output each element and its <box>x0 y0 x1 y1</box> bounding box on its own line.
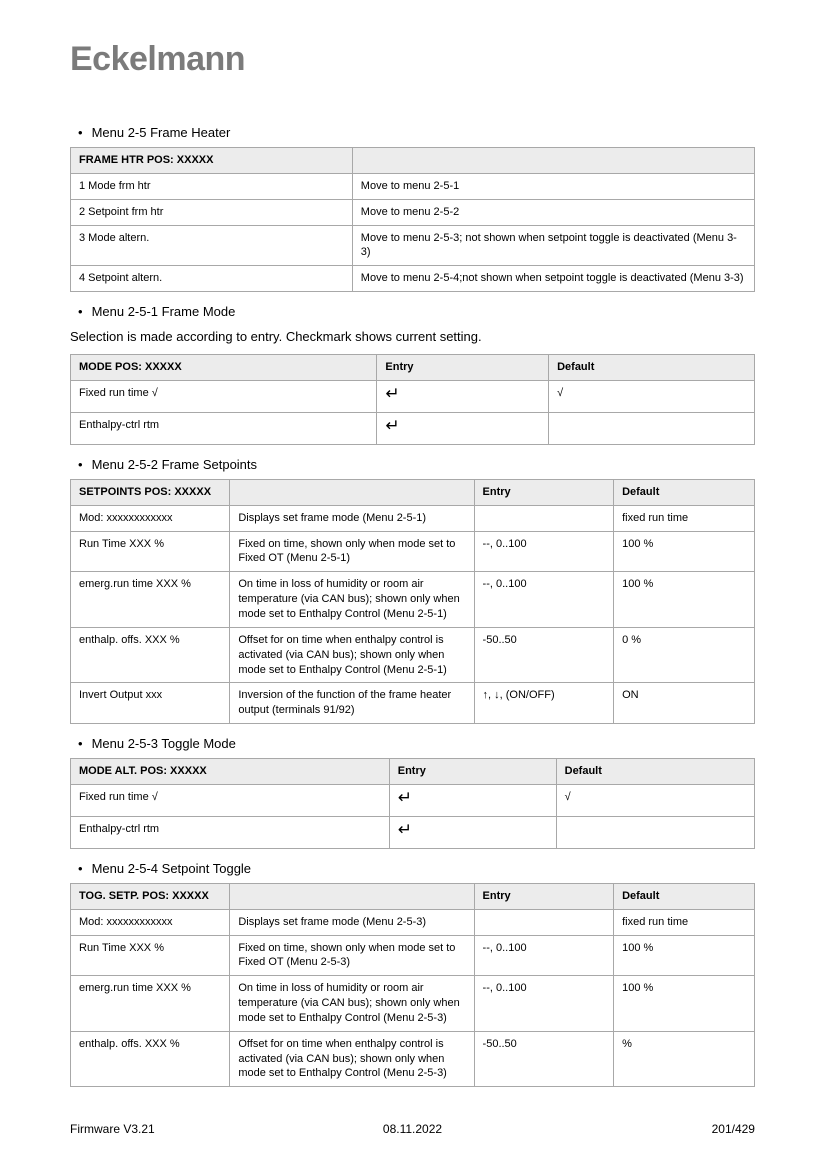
brand-logo: Eckelmann <box>70 40 246 78</box>
table-cell: √ <box>549 380 755 412</box>
table-cell: 100 % <box>614 572 755 628</box>
table-row <box>71 225 755 266</box>
column-header <box>230 479 474 505</box>
menu-2-5-4-setpoint-toggle-table <box>70 883 755 1087</box>
column-header: Entry <box>377 355 549 381</box>
table-cell: 2 Setpoint frm htr <box>71 199 353 225</box>
table-cell: Fixed run time √ <box>71 784 390 816</box>
section-menu-2-5-3 <box>70 736 755 849</box>
table-row <box>71 909 755 935</box>
table-header-row <box>71 148 755 174</box>
table-cell: enthalp. offs. XXX % <box>71 1031 230 1087</box>
table-cell: Enthalpy-ctrl rtm <box>71 412 377 444</box>
table-cell: Mod: xxxxxxxxxxxx <box>71 909 230 935</box>
table-cell: 100 % <box>614 531 755 572</box>
table-cell: Move to menu 2-5-3; not shown when setpoint toggle is deactivated (Menu 3-3) <box>352 225 754 266</box>
table-row <box>71 935 755 976</box>
table-row <box>71 1031 755 1087</box>
column-header: Entry <box>474 883 614 909</box>
table-cell: ↑, ↓, (ON/OFF) <box>474 683 614 724</box>
table-row <box>71 572 755 628</box>
table-cell: Move to menu 2-5-2 <box>352 199 754 225</box>
bullet-icon: • <box>78 456 83 472</box>
table-cell: emerg.run time XXX % <box>71 976 230 1032</box>
bullet-icon: • <box>78 304 83 320</box>
table-cell <box>474 909 614 935</box>
table-cell: ↵ <box>389 784 556 816</box>
menu-2-5-2-frame-setpoints-table <box>70 479 755 724</box>
column-header: Entry <box>474 479 614 505</box>
table-header-row <box>71 883 755 909</box>
table-row <box>71 505 755 531</box>
table-cell <box>474 505 614 531</box>
column-header: Default <box>556 759 754 785</box>
table-cell: -50..50 <box>474 627 614 683</box>
table-cell: Run Time XXX % <box>71 531 230 572</box>
table-cell: Fixed run time √ <box>71 380 377 412</box>
column-header: Default <box>549 355 755 381</box>
section-menu-2-5-1 <box>70 304 755 445</box>
section-title: Menu 2-5-1 Frame Mode <box>91 304 236 320</box>
table-cell: On time in loss of humidity or room air temperature (via CAN bus); shown only when mode set to Enthalpy Control (Menu 2-5-1) <box>230 572 474 628</box>
section-title: Menu 2-5 Frame Heater <box>91 125 231 140</box>
section-menu-2-5-2 <box>70 457 755 724</box>
section-heading <box>78 736 755 751</box>
section-menu-2-5 <box>70 125 755 292</box>
footer-date: 08.11.2022 <box>382 1122 443 1136</box>
table-row <box>71 266 755 292</box>
section-title: Menu 2-5-3 Toggle Mode <box>91 736 236 752</box>
table-cell: --, 0..100 <box>474 531 614 572</box>
table-cell: fixed run time <box>614 505 755 531</box>
column-header: SETPOINTS POS: XXXXX <box>71 479 230 505</box>
table-cell: Move to menu 2-5-4;not shown when setpoint toggle is deactivated (Menu 3-3) <box>352 266 754 292</box>
table-cell: √ <box>556 784 754 816</box>
column-header: Default <box>614 883 755 909</box>
bullet-icon: • <box>78 860 83 876</box>
table-cell: Fixed on time, shown only when mode set to Fixed OT (Menu 2-5-3) <box>230 935 474 976</box>
section-heading <box>78 304 755 319</box>
table-cell: Fixed on time, shown only when mode set to Fixed OT (Menu 2-5-1) <box>230 531 474 572</box>
table-cell: -50..50 <box>474 1031 614 1087</box>
table-cell: 4 Setpoint altern. <box>71 266 353 292</box>
table-cell: Move to menu 2-5-1 <box>352 173 754 199</box>
table-header-row <box>71 759 755 785</box>
table-cell: enthalp. offs. XXX % <box>71 627 230 683</box>
column-header: FRAME HTR POS: XXXXX <box>71 148 353 174</box>
table-cell: 100 % <box>614 935 755 976</box>
table-cell: Displays set frame mode (Menu 2-5-1) <box>230 505 474 531</box>
table-row <box>71 412 755 444</box>
column-header: Entry <box>389 759 556 785</box>
table-row <box>71 784 755 816</box>
table-cell: Inversion of the function of the frame heater output (terminals 91/92) <box>230 683 474 724</box>
table-cell: ↵ <box>389 816 556 848</box>
table-row <box>71 173 755 199</box>
table-cell: ↵ <box>377 380 549 412</box>
table-cell: Displays set frame mode (Menu 2-5-3) <box>230 909 474 935</box>
table-cell <box>549 412 755 444</box>
column-header <box>352 148 754 174</box>
table-cell: --, 0..100 <box>474 976 614 1032</box>
table-cell: ON <box>614 683 755 724</box>
table-cell <box>556 816 754 848</box>
table-cell: 0 % <box>614 627 755 683</box>
table-cell: emerg.run time XXX % <box>71 572 230 628</box>
table-cell: 1 Mode frm htr <box>71 173 353 199</box>
table-cell: 100 % <box>614 976 755 1032</box>
column-header: TOG. SETP. POS: XXXXX <box>71 883 230 909</box>
table-header-row <box>71 355 755 381</box>
bullet-icon: • <box>78 125 83 140</box>
table-cell: Mod: xxxxxxxxxxxx <box>71 505 230 531</box>
table-cell: Invert Output xxx <box>71 683 230 724</box>
table-row <box>71 816 755 848</box>
column-header: MODE ALT. POS: XXXXX <box>71 759 390 785</box>
bullet-icon: • <box>78 736 83 752</box>
table-cell: 3 Mode altern. <box>71 225 353 266</box>
section-heading <box>78 861 755 876</box>
section-title: Menu 2-5-4 Setpoint Toggle <box>91 860 252 876</box>
page-footer <box>70 1122 755 1136</box>
section-title: Menu 2-5-2 Frame Setpoints <box>91 456 258 472</box>
table-cell: Offset for on time when enthalpy control is activated (via CAN bus); shown only when mode set to Enthalpy Control (Menu 2-5-3) <box>230 1031 474 1087</box>
table-cell: ↵ <box>377 412 549 444</box>
table-row <box>71 683 755 724</box>
section-heading <box>78 457 755 472</box>
table-cell: --, 0..100 <box>474 572 614 628</box>
table-cell: On time in loss of humidity or room air temperature (via CAN bus); shown only when mode set to Enthalpy Control (Menu 2-5-3) <box>230 976 474 1032</box>
table-row <box>71 627 755 683</box>
menu-2-5-3-toggle-mode-table <box>70 758 755 849</box>
footer-firmware-version: Firmware V3.21 <box>70 1122 155 1136</box>
menu-2-5-1-frame-mode-table <box>70 354 755 445</box>
table-row <box>71 380 755 412</box>
column-header <box>230 883 474 909</box>
table-row <box>71 531 755 572</box>
column-header: Default <box>614 479 755 505</box>
footer-page-number: 201/429 <box>711 1122 755 1136</box>
table-row <box>71 199 755 225</box>
table-cell: Run Time XXX % <box>71 935 230 976</box>
table-cell: % <box>614 1031 755 1087</box>
section-intro-text: Selection is made according to entry. Checkmark shows current setting. <box>70 329 482 345</box>
table-cell: --, 0..100 <box>474 935 614 976</box>
table-cell: Enthalpy-ctrl rtm <box>71 816 390 848</box>
column-header: MODE POS: XXXXX <box>71 355 377 381</box>
section-heading <box>78 125 755 140</box>
section-menu-2-5-4 <box>70 861 755 1087</box>
table-row <box>71 976 755 1032</box>
table-header-row <box>71 479 755 505</box>
table-cell: Offset for on time when enthalpy control is activated (via CAN bus); shown only when mode set to Enthalpy Control (Menu 2-5-1) <box>230 627 474 683</box>
table-cell: fixed run time <box>614 909 755 935</box>
menu-2-5-frame-heater-table <box>70 147 755 292</box>
